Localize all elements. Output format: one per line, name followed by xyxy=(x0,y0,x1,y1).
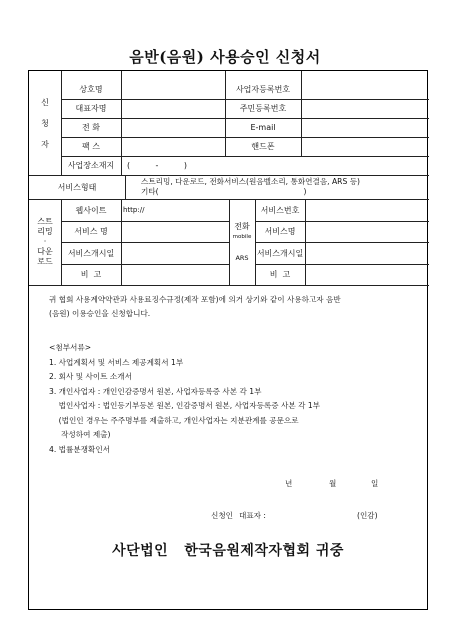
streaming-service-name-label: 서비스 명 xyxy=(74,227,108,236)
attachment-item: 1. 사업계획서 및 서비스 제공계획서 1부 xyxy=(49,357,184,367)
service-type-options[interactable] xyxy=(141,177,427,197)
phone-service-start-date-label: 서비스개시일 xyxy=(256,248,304,258)
phone-service-name-field[interactable] xyxy=(305,221,429,242)
phone-service-label-char: ARS xyxy=(235,253,249,262)
service-type-line1: 스트리밍, 다운로드, 전화서비스(원음벨소리, 통화연결음, ARS 등) xyxy=(141,177,360,186)
phone-service-start-date-field[interactable] xyxy=(305,242,429,264)
streaming-remarks-field[interactable] xyxy=(121,264,229,285)
resident-reg-field[interactable] xyxy=(301,99,429,118)
business-reg-field[interactable] xyxy=(301,80,429,99)
email-label: E-mail xyxy=(250,123,276,132)
attachment-item: 3. 개인사업자 : 개인인감증명서 원본, 사업자등록증 사본 각 1부 xyxy=(49,386,262,396)
phone-label: 전 화 xyxy=(82,123,100,132)
service-type-label: 서비스형태 xyxy=(57,182,97,192)
streaming-remarks-label: 비 고 xyxy=(80,270,102,279)
phone-service-remarks-label: 비 고 xyxy=(269,270,291,279)
representative-field[interactable] xyxy=(121,99,225,118)
seal-label: (인감) xyxy=(357,511,378,520)
attachment-item: 4. 법률분쟁확인서 xyxy=(49,444,111,454)
fax-field[interactable] xyxy=(121,137,225,156)
statement-line2: (음원) 이용승인을 신청합니다. xyxy=(49,309,151,318)
streaming-section-label xyxy=(29,199,61,285)
attachment-item: 작성하여 제출) xyxy=(49,430,111,439)
applicant-label-char: 신 xyxy=(41,97,49,107)
phone-service-section-label xyxy=(229,199,255,285)
date-day-label: 일 xyxy=(371,479,379,488)
streaming-start-date-label: 서비스개시일 xyxy=(67,248,115,258)
phone-service-number-field[interactable] xyxy=(305,199,429,221)
phone-service-label-char: 전화 xyxy=(234,221,250,231)
applicant-label-char: 자 xyxy=(41,139,49,149)
form-frame xyxy=(28,70,428,610)
streaming-start-date-field[interactable] xyxy=(121,242,229,264)
phone-service-name-label: 서비스명 xyxy=(264,227,296,236)
mobile-field[interactable] xyxy=(301,137,429,156)
address-label: 사업장소재지 xyxy=(67,161,115,170)
website-field[interactable]: http:// xyxy=(123,206,145,214)
address-field[interactable]: ( - ) xyxy=(127,161,187,170)
date-month-label: 월 xyxy=(329,479,337,488)
company-name-label: 상호명 xyxy=(79,85,103,94)
statement-line1: 귀 협회 사용계약약관과 사용료징수규정(제작 포함)에 의거 상기와 같이 사용하고자 음반 xyxy=(49,295,341,304)
website-label: 웹사이트 xyxy=(75,205,107,215)
streaming-label-char: 로드 xyxy=(37,257,53,266)
recipient-footer: 사단법인 한국음원제작자협회 귀중 xyxy=(112,543,344,559)
form-title: 음반(음원) 사용승인 신청서 xyxy=(129,48,321,66)
streaming-label-char: 다운 xyxy=(37,247,53,256)
streaming-label-char: · xyxy=(43,237,47,246)
streaming-label-char: 스트 xyxy=(37,217,53,226)
attachment-item: (법인인 경우는 주주명부를 제출하고, 개인사업자는 지분관계를 공문으로 xyxy=(49,415,299,425)
service-type-line2: 기타( ) xyxy=(141,187,307,196)
representative-label: 대표자명 xyxy=(75,104,107,113)
business-reg-label: 사업자등록번호 xyxy=(235,85,291,94)
applicant-signature-label: 신청인 xyxy=(211,511,234,520)
email-field[interactable] xyxy=(301,118,429,137)
date-year-label: 년 xyxy=(285,479,293,488)
mobile-label: 핸드폰 xyxy=(251,142,275,151)
statement xyxy=(49,293,341,321)
phone-service-remarks-field[interactable] xyxy=(305,264,429,285)
phone-service-label-char: mobile xyxy=(232,233,252,240)
fax-label: 팩 스 xyxy=(82,142,100,151)
company-name-field[interactable] xyxy=(121,80,225,99)
attachments-list xyxy=(49,341,320,457)
streaming-label-char: 리밍 xyxy=(37,227,53,236)
applicant-section-label xyxy=(29,71,61,175)
attachment-item: 법인사업자 : 법인등기부등본 원본, 인감증명서 원본, 사업자등록증 사본 각 1부 xyxy=(49,401,320,410)
attachments-heading: <첨부서류> xyxy=(49,343,92,352)
phone-field[interactable] xyxy=(121,118,225,137)
phone-service-number-label: 서비스번호 xyxy=(260,205,300,215)
attachment-item: 2. 회사 및 사이트 소개서 xyxy=(49,372,132,381)
applicant-label-char: 청 xyxy=(41,118,49,128)
representative-signature-label: 대표자 : xyxy=(239,511,266,520)
streaming-service-name-field[interactable] xyxy=(121,221,229,242)
resident-reg-label: 주민등록번호 xyxy=(239,104,287,113)
